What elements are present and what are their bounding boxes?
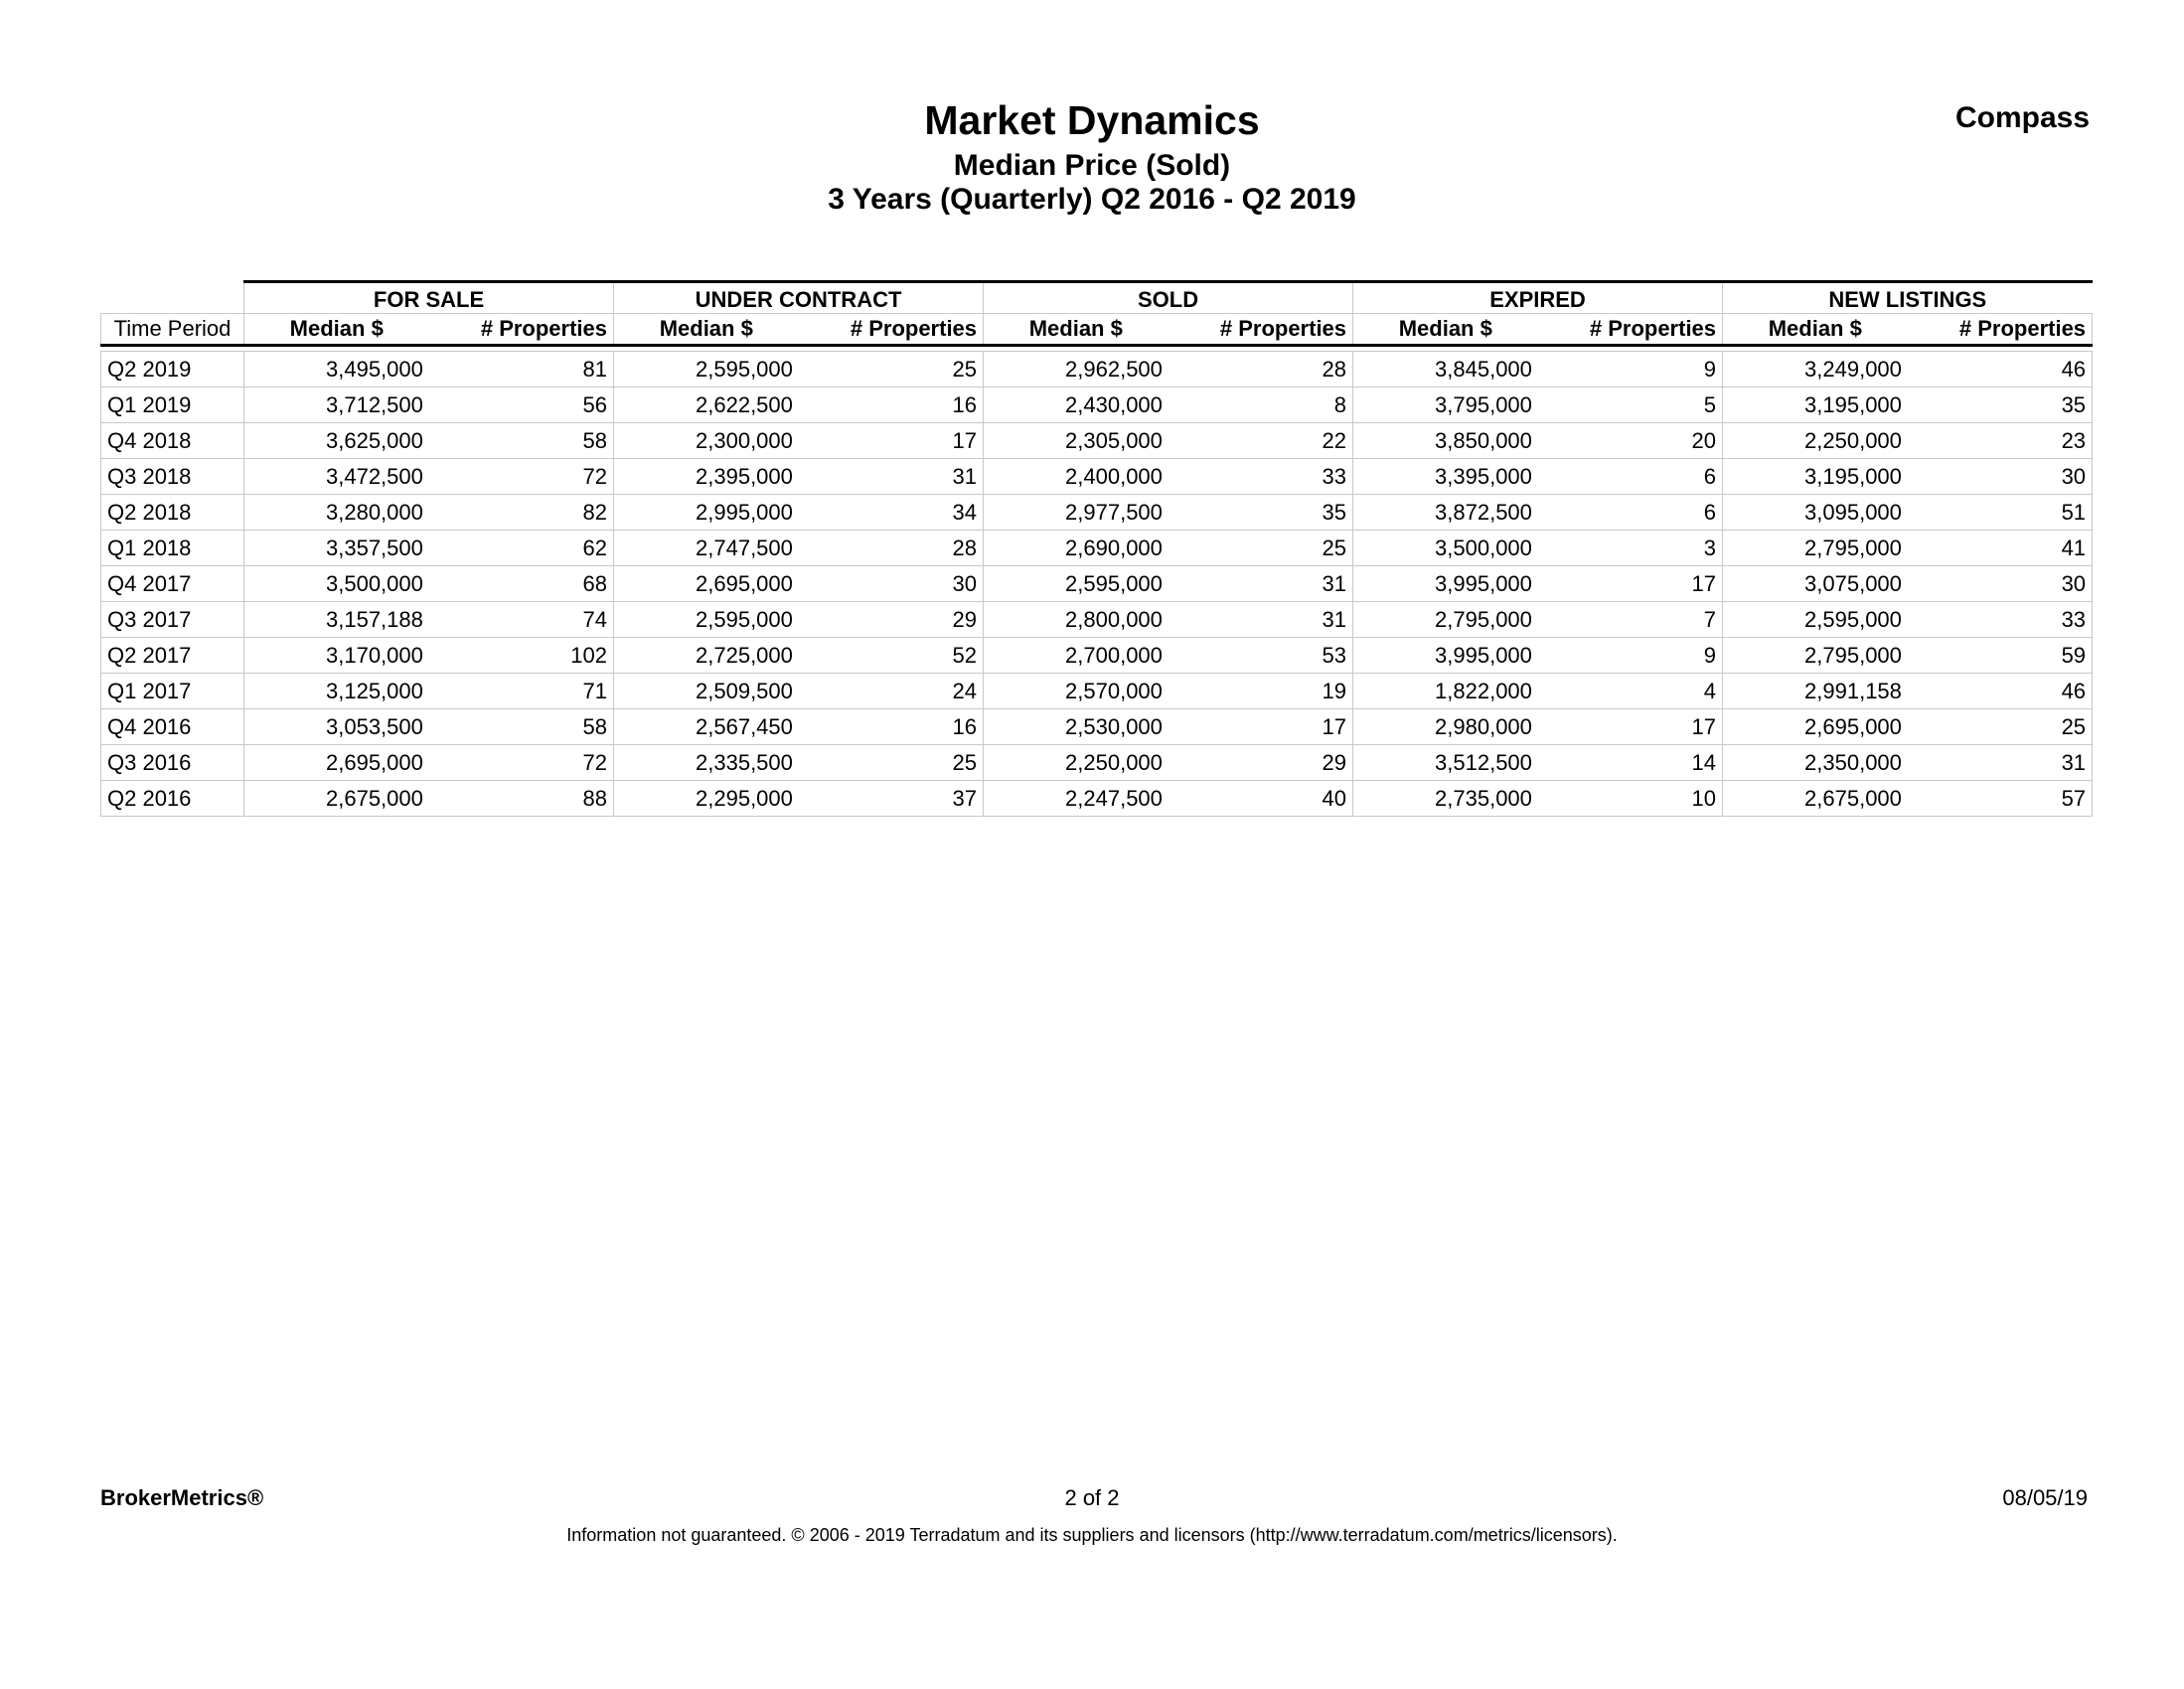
median-price-cell: 2,250,000 (984, 745, 1169, 781)
property-count-cell: 16 (799, 387, 984, 423)
property-count-cell: 17 (1538, 709, 1723, 745)
median-price-cell: 2,395,000 (614, 459, 799, 495)
table-row (101, 352, 2093, 387)
group-sold: SOLD (984, 282, 1353, 314)
median-price-cell: 2,795,000 (1723, 638, 1908, 674)
median-price-cell: 3,512,500 (1353, 745, 1538, 781)
col-median: Median $ (1353, 314, 1538, 346)
median-price-cell: 2,675,000 (1723, 781, 1908, 817)
property-count-cell: 33 (1169, 459, 1353, 495)
time-period-cell: Q2 2019 (101, 352, 244, 387)
property-count-cell: 53 (1169, 638, 1353, 674)
median-price-cell: 2,595,000 (1723, 602, 1908, 638)
col-time-period: Time Period (101, 314, 244, 346)
median-price-cell: 3,845,000 (1353, 352, 1538, 387)
table-row (101, 495, 2093, 531)
time-period-cell: Q1 2019 (101, 387, 244, 423)
footer-disclaimer: Information not guaranteed. © 2006 - 2019 Terradatum and its suppliers and licensors (http://www.terradatum.com/metrics/licensors). (566, 1525, 1618, 1545)
table-row (101, 531, 2093, 566)
property-count-cell: 14 (1538, 745, 1723, 781)
col-properties: # Properties (429, 314, 614, 346)
median-price-cell: 2,300,000 (614, 423, 799, 459)
median-price-cell: 2,962,500 (984, 352, 1169, 387)
median-price-cell: 3,053,500 (244, 709, 429, 745)
property-count-cell: 25 (799, 745, 984, 781)
property-count-cell: 58 (429, 423, 614, 459)
median-price-cell: 2,695,000 (1723, 709, 1908, 745)
table-row (101, 566, 2093, 602)
property-count-cell: 10 (1538, 781, 1723, 817)
property-count-cell: 29 (799, 602, 984, 638)
median-price-cell: 2,509,500 (614, 674, 799, 709)
median-price-cell: 2,530,000 (984, 709, 1169, 745)
footer-date: 08/05/19 (2002, 1485, 2088, 1510)
property-count-cell: 62 (429, 531, 614, 566)
property-count-cell: 9 (1538, 638, 1723, 674)
table-body (101, 352, 2093, 817)
median-price-cell: 3,995,000 (1353, 566, 1538, 602)
time-period-cell: Q2 2017 (101, 638, 244, 674)
median-price-cell: 2,695,000 (614, 566, 799, 602)
property-count-cell: 31 (1169, 602, 1353, 638)
property-count-cell: 28 (799, 531, 984, 566)
property-count-cell: 46 (1908, 674, 2093, 709)
median-price-cell: 2,980,000 (1353, 709, 1538, 745)
property-count-cell: 6 (1538, 459, 1723, 495)
property-count-cell: 19 (1169, 674, 1353, 709)
median-price-cell: 2,725,000 (614, 638, 799, 674)
property-count-cell: 7 (1538, 602, 1723, 638)
median-price-cell: 2,695,000 (244, 745, 429, 781)
median-price-cell: 2,400,000 (984, 459, 1169, 495)
property-count-cell: 16 (799, 709, 984, 745)
median-price-cell: 3,395,000 (1353, 459, 1538, 495)
property-count-cell: 37 (799, 781, 984, 817)
time-period-cell: Q3 2017 (101, 602, 244, 638)
median-price-cell: 2,622,500 (614, 387, 799, 423)
group-under-contract: UNDER CONTRACT (614, 282, 984, 314)
median-price-cell: 3,357,500 (244, 531, 429, 566)
col-properties: # Properties (1169, 314, 1353, 346)
time-period-cell: Q2 2016 (101, 781, 244, 817)
median-price-cell: 3,157,188 (244, 602, 429, 638)
report-title: Market Dynamics (924, 97, 1260, 143)
median-price-cell: 2,795,000 (1723, 531, 1908, 566)
col-median: Median $ (244, 314, 429, 346)
median-price-cell: 2,675,000 (244, 781, 429, 817)
property-count-cell: 57 (1908, 781, 2093, 817)
median-price-cell: 2,991,158 (1723, 674, 1908, 709)
property-count-cell: 72 (429, 745, 614, 781)
time-period-cell: Q4 2018 (101, 423, 244, 459)
median-price-cell: 3,872,500 (1353, 495, 1538, 531)
time-period-cell: Q1 2017 (101, 674, 244, 709)
property-count-cell: 8 (1169, 387, 1353, 423)
median-price-cell: 3,500,000 (244, 566, 429, 602)
table-row (101, 638, 2093, 674)
property-count-cell: 59 (1908, 638, 2093, 674)
table-row (101, 459, 2093, 495)
property-count-cell: 102 (429, 638, 614, 674)
time-period-cell: Q4 2016 (101, 709, 244, 745)
median-price-cell: 2,595,000 (614, 602, 799, 638)
property-count-cell: 20 (1538, 423, 1723, 459)
median-price-cell: 1,822,000 (1353, 674, 1538, 709)
table-row (101, 709, 2093, 745)
property-count-cell: 68 (429, 566, 614, 602)
median-price-cell: 2,350,000 (1723, 745, 1908, 781)
median-price-cell: 3,850,000 (1353, 423, 1538, 459)
property-count-cell: 71 (429, 674, 614, 709)
property-count-cell: 41 (1908, 531, 2093, 566)
property-count-cell: 31 (1908, 745, 2093, 781)
median-price-cell: 2,335,500 (614, 745, 799, 781)
table-row (101, 674, 2093, 709)
property-count-cell: 31 (1169, 566, 1353, 602)
property-count-cell: 46 (1908, 352, 2093, 387)
table-row (101, 387, 2093, 423)
property-count-cell: 56 (429, 387, 614, 423)
property-count-cell: 72 (429, 459, 614, 495)
median-price-cell: 3,500,000 (1353, 531, 1538, 566)
time-period-cell: Q4 2017 (101, 566, 244, 602)
median-price-cell: 2,995,000 (614, 495, 799, 531)
property-count-cell: 5 (1538, 387, 1723, 423)
property-count-cell: 40 (1169, 781, 1353, 817)
property-count-cell: 28 (1169, 352, 1353, 387)
report-subtitle: Median Price (Sold) (953, 149, 1231, 182)
property-count-cell: 17 (799, 423, 984, 459)
median-price-cell: 2,690,000 (984, 531, 1169, 566)
footer-page-number: 2 of 2 (1064, 1485, 1120, 1510)
property-count-cell: 81 (429, 352, 614, 387)
median-price-cell: 2,247,500 (984, 781, 1169, 817)
property-count-cell: 51 (1908, 495, 2093, 531)
group-header-row (101, 282, 2093, 314)
median-price-cell: 3,472,500 (244, 459, 429, 495)
property-count-cell: 74 (429, 602, 614, 638)
median-price-cell: 3,712,500 (244, 387, 429, 423)
property-count-cell: 30 (1908, 459, 2093, 495)
time-period-cell: Q1 2018 (101, 531, 244, 566)
median-price-cell: 3,625,000 (244, 423, 429, 459)
time-period-cell: Q3 2016 (101, 745, 244, 781)
property-count-cell: 31 (799, 459, 984, 495)
property-count-cell: 35 (1169, 495, 1353, 531)
property-count-cell: 35 (1908, 387, 2093, 423)
property-count-cell: 25 (1908, 709, 2093, 745)
median-price-cell: 3,075,000 (1723, 566, 1908, 602)
median-price-cell: 2,795,000 (1353, 602, 1538, 638)
property-count-cell: 29 (1169, 745, 1353, 781)
property-count-cell: 3 (1538, 531, 1723, 566)
median-price-cell: 2,700,000 (984, 638, 1169, 674)
median-price-cell: 2,430,000 (984, 387, 1169, 423)
median-price-cell: 2,977,500 (984, 495, 1169, 531)
col-median: Median $ (614, 314, 799, 346)
property-count-cell: 30 (1908, 566, 2093, 602)
property-count-cell: 4 (1538, 674, 1723, 709)
table-row (101, 745, 2093, 781)
property-count-cell: 82 (429, 495, 614, 531)
column-header-row (101, 314, 2093, 346)
group-expired: EXPIRED (1353, 282, 1723, 314)
time-period-cell: Q3 2018 (101, 459, 244, 495)
median-price-cell: 3,195,000 (1723, 387, 1908, 423)
median-price-cell: 2,800,000 (984, 602, 1169, 638)
col-median: Median $ (1723, 314, 1908, 346)
property-count-cell: 25 (799, 352, 984, 387)
property-count-cell: 30 (799, 566, 984, 602)
median-price-cell: 3,170,000 (244, 638, 429, 674)
property-count-cell: 58 (429, 709, 614, 745)
property-count-cell: 25 (1169, 531, 1353, 566)
property-count-cell: 88 (429, 781, 614, 817)
median-price-cell: 2,595,000 (984, 566, 1169, 602)
report-period: 3 Years (Quarterly) Q2 2016 - Q2 2019 (828, 183, 1356, 216)
median-price-cell: 2,567,450 (614, 709, 799, 745)
median-price-cell: 2,595,000 (614, 352, 799, 387)
median-price-cell: 2,305,000 (984, 423, 1169, 459)
col-properties: # Properties (799, 314, 984, 346)
median-price-cell: 3,125,000 (244, 674, 429, 709)
property-count-cell: 17 (1538, 566, 1723, 602)
median-price-cell: 3,195,000 (1723, 459, 1908, 495)
group-new-listings: NEW LISTINGS (1723, 282, 2093, 314)
median-price-cell: 3,095,000 (1723, 495, 1908, 531)
table-row (101, 781, 2093, 817)
time-period-cell: Q2 2018 (101, 495, 244, 531)
median-price-cell: 3,249,000 (1723, 352, 1908, 387)
col-properties: # Properties (1908, 314, 2093, 346)
table-row (101, 423, 2093, 459)
market-dynamics-table (100, 280, 2093, 817)
table-row (101, 602, 2093, 638)
col-properties: # Properties (1538, 314, 1723, 346)
median-price-cell: 2,295,000 (614, 781, 799, 817)
header-blank-cell (101, 282, 244, 314)
property-count-cell: 34 (799, 495, 984, 531)
median-price-cell: 3,495,000 (244, 352, 429, 387)
median-price-cell: 3,995,000 (1353, 638, 1538, 674)
col-median: Median $ (984, 314, 1169, 346)
group-for-sale: FOR SALE (244, 282, 614, 314)
property-count-cell: 9 (1538, 352, 1723, 387)
footer-brokermetrics: BrokerMetrics® (100, 1485, 264, 1510)
median-price-cell: 2,250,000 (1723, 423, 1908, 459)
property-count-cell: 52 (799, 638, 984, 674)
median-price-cell: 2,735,000 (1353, 781, 1538, 817)
property-count-cell: 6 (1538, 495, 1723, 531)
median-price-cell: 3,280,000 (244, 495, 429, 531)
property-count-cell: 23 (1908, 423, 2093, 459)
property-count-cell: 17 (1169, 709, 1353, 745)
brand-name: Compass (1954, 101, 2090, 134)
median-price-cell: 2,747,500 (614, 531, 799, 566)
median-price-cell: 2,570,000 (984, 674, 1169, 709)
property-count-cell: 24 (799, 674, 984, 709)
property-count-cell: 33 (1908, 602, 2093, 638)
median-price-cell: 3,795,000 (1353, 387, 1538, 423)
property-count-cell: 22 (1169, 423, 1353, 459)
